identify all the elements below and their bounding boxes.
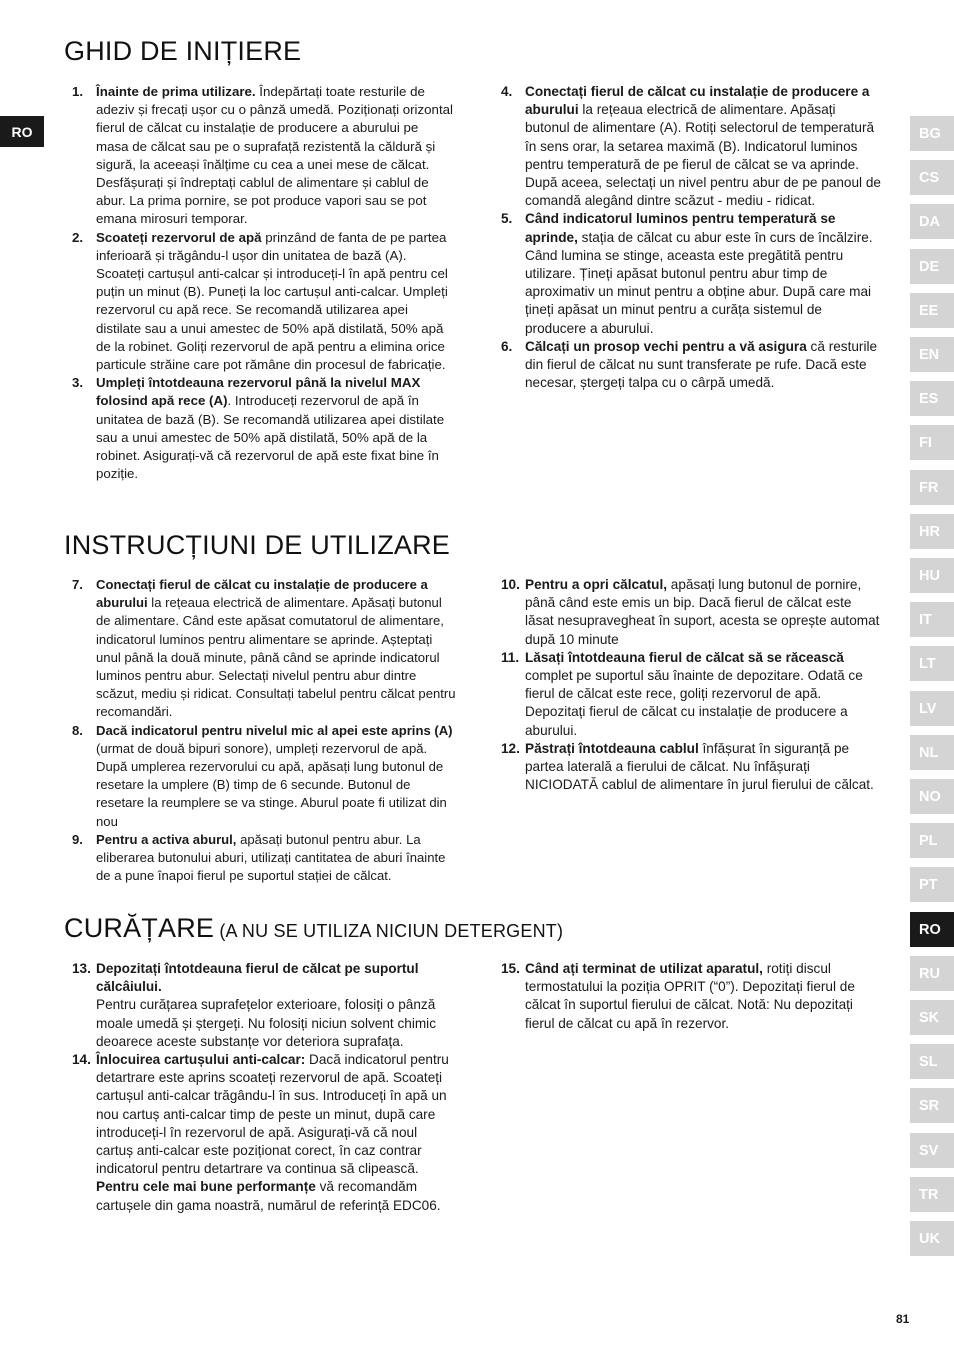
list-item: 9. Pentru a activa aburul, apăsați butonul pentru abur. La eliberarea butonului aburi, utilizați cantitatea de aburi înainte de a pune înapoi fierul pe suportul stației de călcat. xyxy=(72,831,446,884)
language-tab-ee[interactable]: EE xyxy=(910,293,954,328)
language-tab-en[interactable]: EN xyxy=(910,337,954,372)
language-tab-fi[interactable]: FI xyxy=(910,425,954,460)
section2-left-column xyxy=(72,576,456,885)
section-subtitle-cleaning: (A NU SE UTILIZA NICIUN DETERGENT) xyxy=(214,921,564,941)
language-tab-ro[interactable]: RO xyxy=(910,912,954,947)
language-tab-fr[interactable]: FR xyxy=(910,470,954,505)
side-language-tab: RO xyxy=(0,116,44,147)
list-item: 8. Dacă indicatorul pentru nivelul mic al apei este aprins (A) (urmat de două bipuri sonore), umpleți rezervorul de apă. După umplerea rezervorului cu apă, apăsați lung butonul de resetare la umplere (B) timp de 6 secunde. Butonul de resetare la reumplere se va stinge. Aburul poate fi utilizat din nou xyxy=(72,722,453,829)
language-tab-sl[interactable]: SL xyxy=(910,1044,954,1079)
section1-left-column xyxy=(72,83,454,483)
list-item: 15. Când ați terminat de utilizat aparatul, rotiți discul termostatului la poziția OPRIT (“0”). Depozitați fierul de călcat în suportul fierului de călcat. Notă: Nu depozitați fierul de călcat cu apă în rezervor. xyxy=(501,961,855,1031)
language-tab-sr[interactable]: SR xyxy=(910,1088,954,1123)
section-title-instructions: INSTRUCȚIUNI DE UTILIZARE xyxy=(64,530,451,560)
language-tab-da[interactable]: DA xyxy=(910,204,954,239)
list-item: 3. Umpleți întotdeauna rezervorul până la nivelul MAX folosind apă rece (A). Introduceți rezervorul de apă în unitatea de bază (B). Se recomandă utilizarea apei distilate sau a unui amestec de 50% apă distilată, 50% apă de la robinet. Asigurați-vă că rezervorul de apă este fixat bine în poziție. xyxy=(72,375,445,482)
language-tab-uk[interactable]: UK xyxy=(910,1221,954,1256)
language-tab-sk[interactable]: SK xyxy=(910,1000,954,1035)
list-item: 4. Conectați fierul de călcat cu instalație de producere a aburului la rețeaua electrică de alimentare. Apăsați butonul de alimentare (A). Rotiți selectorul de temperatură în sens orar, la setarea maximă (B). Indicatorul luminos pentru temperatură de pe fierul de călcat se va aprinde. După aceea, selectați un nivel pentru abur de pe panoul de comandă alegând dintre scăzut - mediu - ridicat. xyxy=(501,84,881,209)
section-title-getting-started: GHID DE INIȚIERE xyxy=(64,36,302,66)
list-item: 10. Pentru a opri călcatul, apăsați lung butonul de pornire, până când este emis un bip. Dacă fierul de călcat este lăsat nesupravegheat în suport, acesta se oprește automat după 10 minute xyxy=(501,577,880,647)
page-number: 81 xyxy=(896,1312,910,1326)
language-tab-cs[interactable]: CS xyxy=(910,160,954,195)
list-item: 6. Călcați un prosop vechi pentru a vă asigura că resturile din fierul de călcat nu sunt transferate pe rufe. Dacă este necesar, ștergeți talpa cu o cârpă umedă. xyxy=(501,338,878,391)
section3-left-column xyxy=(72,960,452,1215)
list-item: 11. Lăsați întotdeauna fierul de călcat să se răcească complet pe suportul său înainte de depozitare. Odată ce fierul de călcat este rece, goliți rezervorul de apă. Depozitați fierul de călcat cu instalație de producere a aburului. xyxy=(501,649,863,738)
language-tab-pt[interactable]: PT xyxy=(910,867,954,902)
language-tab-ru[interactable]: RU xyxy=(910,956,954,991)
list-item: 7. Conectați fierul de călcat cu instalație de producere a aburului la rețeaua electrică de alimentare. Apăsați butonul de alimentare. Când este apăsat comutatorul de alimentare, indicatorul luminos pentru alimentare se aprinde. Așteptați unul până la două minute, până când se aprinde indicatorul luminos pentru abur. Selectați nivelul pentru abur dintre scăzut, mediu și ridicat. Consultați tabelul pentru călcat pentru recomandări. xyxy=(72,577,456,720)
language-tab-de[interactable]: DE xyxy=(910,249,954,284)
language-tab-es[interactable]: ES xyxy=(910,381,954,416)
language-tab-nl[interactable]: NL xyxy=(910,735,954,770)
language-tab-sv[interactable]: SV xyxy=(910,1133,954,1168)
list-item: 14. Înlocuirea cartușului anti-calcar: Dacă indicatorul pentru detartrare este aprins scoateți rezervorul de apă. Scoateți cartușul anti-calcar trăgându-l în sus. Introduceți în apă un nou cartuș anti-calcar timp de peste un minut, după care introduceți-l în rezervorul de apă. Asigurați-vă că noul cartuș anti-calcar este poziționat corect, în caz contrar indicatorul pentru detartrare va continua să clipească. Pentru cele mai bune performanțe vă recomandăm cartușele din gama noastră, numărul de referință EDC06. xyxy=(72,1052,449,1213)
language-tab-hr[interactable]: HR xyxy=(910,514,954,549)
list-item: 13. Depozitați întotdeauna fierul de călcat pe suportul călcâiului. Pentru curățarea suprafețelor exterioare, folosiți o pânză moale umedă și ștergeți. Nu folosiți niciun solvent chimic deoarece aceste substanțe vor deteriora suprafața. xyxy=(72,961,436,1049)
language-tab-lt[interactable]: LT xyxy=(910,646,954,681)
list-item: 1. Înainte de prima utilizare. Îndepărtați toate resturile de adeziv și frecați ușor cu o pânză umedă. Poziționați orizontal fierul de călcat cu instalație de producere a aburului pe masa de călcat sau pe o suprafață rezistentă la căldură și sigură, la aceeași înălțime cu cea a unei mese de călcat. Desfășurați și îndreptați cablul de alimentare și cablul de abur. La prima pornire, se pot produce vapori sau se pot emana mirosuri temporar. xyxy=(72,84,453,227)
language-tab-it[interactable]: IT xyxy=(910,602,954,637)
list-item: 12. Păstrați întotdeauna cablul înfășurat în siguranță pe partea laterală a fierului de călcat. Nu înfășurați NICIODATĂ cablul de alimentare în jurul fierului de călcat. xyxy=(501,740,874,793)
section-title-cleaning: CURĂȚARE (A NU SE UTILIZA NICIUN DETERGENT) xyxy=(64,913,564,943)
language-tab-bg[interactable]: BG xyxy=(910,116,954,151)
language-tab-tr[interactable]: TR xyxy=(910,1177,954,1212)
language-tab-no[interactable]: NO xyxy=(910,779,954,814)
language-tab-hu[interactable]: HU xyxy=(910,558,954,593)
language-tab-lv[interactable]: LV xyxy=(910,691,954,726)
section1-right-column xyxy=(501,83,881,392)
section3-right-column xyxy=(501,960,881,1033)
list-item: 2. Scoateți rezervorul de apă prinzând de fanta de pe partea inferioară și trăgându-l ușor din unitatea de bază (A). Scoateți cartușul anti-calcar și introduceți-l în apă pentru cel puțin un minut (B). Puneți la loc cartușul anti-calcar. Umpleți rezervorul cu apă rece. Se recomandă utilizarea apei distilate sau a unui amestec de 50% apă distilată, 50% apă de la robinet. Goliți rezervorul de apă pentru a elimina orice particule străine care pot rămâne din procesul de fabricație. xyxy=(72,229,448,373)
language-tab-pl[interactable]: PL xyxy=(910,823,954,858)
list-item: 5. Când indicatorul luminos pentru temperatură se aprinde, stația de călcat cu abur este în curs de încălzire. Când lumina se stinge, aceasta este pregătită pentru utilizare. Țineți apăsat butonul pentru abur timp de aproximativ un minut pentru a obține abur. După care mai țineți apăsat un minut pentru a curăța sistemul de producere a aburului. xyxy=(501,211,873,336)
section2-right-column xyxy=(501,576,881,794)
